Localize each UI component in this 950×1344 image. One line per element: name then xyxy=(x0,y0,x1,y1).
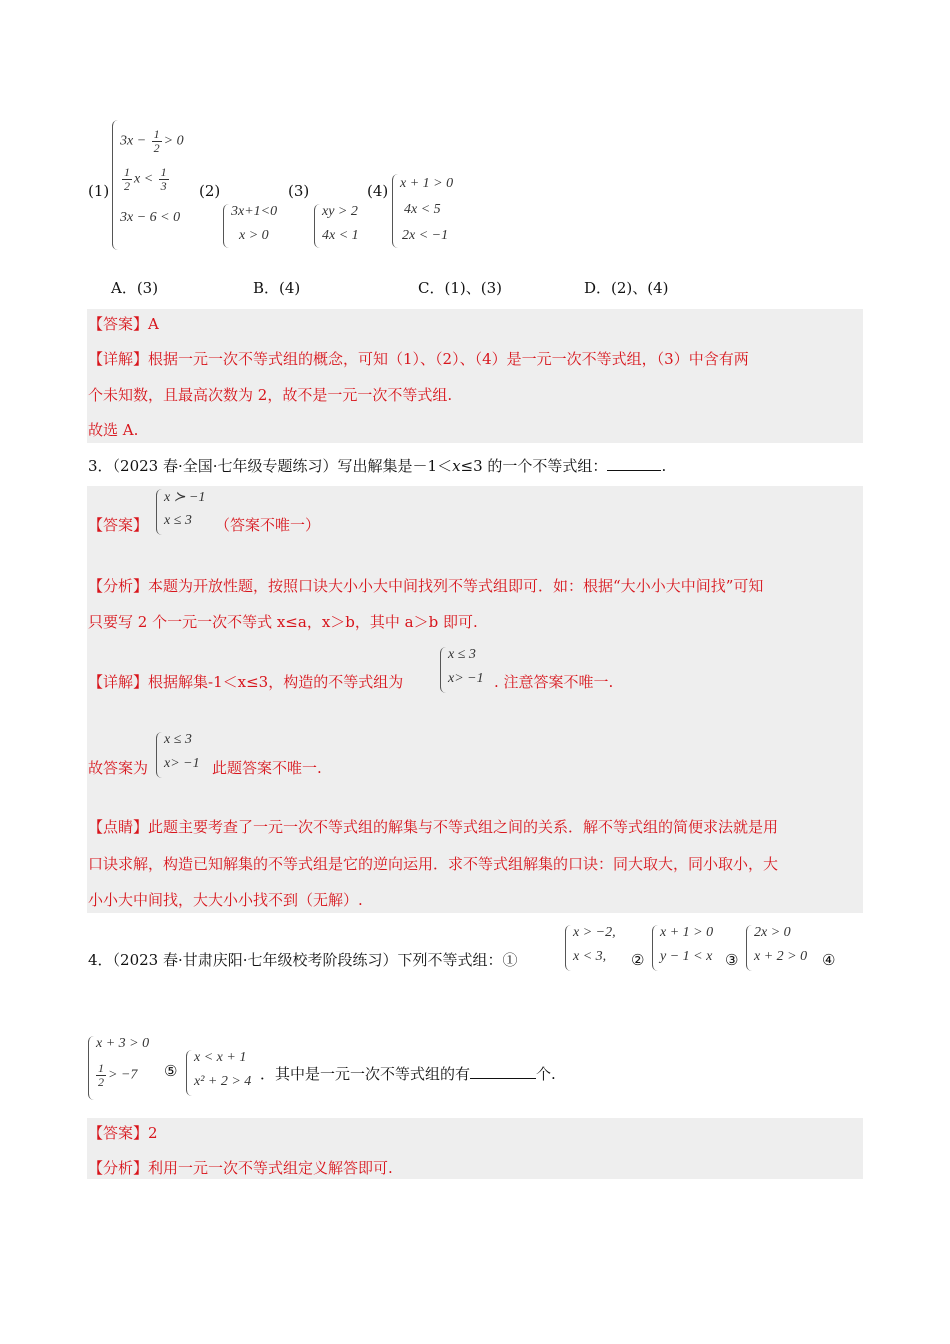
q4-answer-line: 【答案】2 xyxy=(88,1124,158,1142)
system-label-1: (1) xyxy=(88,182,110,200)
q3-comment-line-3: 小小大中间找，大大小小找不到（无解）. xyxy=(88,891,363,909)
q3-detail: 【详解】根据解集-1＜x≤3，构造的不等式组为 xyxy=(88,673,404,691)
q3-analysis-line-1: 【分析】本题为开放性题，按照口诀大小小大中间找列不等式组即可．如：根据“大小小大中间找”可知 xyxy=(88,577,764,595)
q3-blank xyxy=(607,456,661,471)
q4-mark-2: ② xyxy=(631,951,645,969)
q2-conclusion: 故选 A. xyxy=(88,421,139,439)
q4-mark-3: ③ xyxy=(725,951,739,969)
q2-detail-line-1: 【详解】根据一元一次不等式组的概念，可知（1）、（2）、（4）是一元一次不等式组，（3）中含有两 xyxy=(88,350,749,368)
option-c: C．(1)、(3) xyxy=(418,279,502,297)
document-page: (1) 3x − $\frac{1}{2}$ > 0 $\frac{1}{2}$ x < $\frac{1}{3}$ 3x − 6 < 0 (2) 3x+1<0 x > 0 (3) xy > 2 4x < 1 (4) x + 1 > 0 4x < 5 2x < −1 A．(3) B．(4) C．(1)、(3) D．(2)、(4) 【答案】A 【详解】根据一元一次不等式组的概念，可知（1）、（2）、（4）是一元一次不等式组，（3）中含有两 个未知数，且最高次数为 2，故不是一元一次不等式组. 故选 A. 3．（2023 春·全国·七年级专题练习）写出解集是－1＜x≤3 的一个不等式组： . 【答案】 x ≻ −1 x ≤ 3 （答案不唯一） 【分析】本题为开放性题，按照口诀大小小大中间找列不等式组即可．如：根据“大小小大中间找”可知 只要写 2 个一元一次不等式 x≤a，x＞b，其中 a＞b 即可. 【详解】根据解集-1＜x≤3，构造的不等式组为 x ≤ 3 x> −1 . 注意答案不唯一. 故答案为 x ≤ 3 x> −1 此题答案不唯一. 【点睛】此题主要考查了一元一次不等式组的解集与不等式组之间的关系．解不等式组的简便求法就是用 口诀求解，构造已知解集的不等式组是它的逆向运用．求不等式组解集的口诀：同大取大，同小取小，大 小小大中间找，大大小小找不到（无解）. 4．（2023 春·甘肃庆阳·七年级校考阶段练习）下列不等式组：① x > −2, x < 3, ② x + 1 > 0 y − 1 < x ③ 2x > 0 x + 2 > 0 ④ x + 3 > 0 $\frac{1}{2}$ > −7 ⑤ x < x + 1 x² + 2 > 4 ．其中是一元一次不等式组的有 个. 【答案】2 【分析】利用一元一次不等式组定义解答即可. xyxy=(0,0,950,1344)
q3-final-end: 此题答案不唯一. xyxy=(212,759,322,777)
system-label-3: (3) xyxy=(288,182,310,200)
q3-answer-note: （答案不唯一） xyxy=(215,516,321,534)
q4-stem: 4．（2023 春·甘肃庆阳·七年级校考阶段练习）下列不等式组：① xyxy=(88,951,518,969)
q3-detail-end: . 注意答案不唯一. xyxy=(494,673,614,691)
q3-analysis-line-2: 只要写 2 个一元一次不等式 x≤a，x＞b，其中 a＞b 即可. xyxy=(88,613,478,631)
system-label-4: (4) xyxy=(367,182,389,200)
q4-mark-5: ⑤ xyxy=(164,1062,178,1080)
q3-comment-line-2: 口诀求解，构造已知解集的不等式组是它的逆向运用．求不等式组解集的口诀：同大取大，同小取小，大 xyxy=(88,855,779,873)
q3-answer-block xyxy=(87,486,863,913)
q2-answer-line: 【答案】A xyxy=(88,315,159,333)
q4-blank xyxy=(470,1064,536,1079)
system-label-2: (2) xyxy=(199,182,221,200)
q3-final-prefix: 故答案为 xyxy=(88,759,149,777)
option-d: D．(2)、(4) xyxy=(584,279,669,297)
q2-answer-block xyxy=(87,309,863,443)
option-b: B．(4) xyxy=(253,279,301,297)
option-a: A．(3) xyxy=(111,279,159,297)
q2-detail-line-2: 个未知数，且最高次数为 2，故不是一元一次不等式组. xyxy=(88,386,453,404)
q4-stem-end: ．其中是一元一次不等式组的有 个. xyxy=(260,1065,556,1083)
q3-comment-line-1: 【点睛】此题主要考查了一元一次不等式组的解集与不等式组之间的关系．解不等式组的简便求法就是用 xyxy=(88,818,779,836)
q4-mark-4: ④ xyxy=(822,951,836,969)
q4-analysis-line: 【分析】利用一元一次不等式组定义解答即可. xyxy=(88,1159,393,1177)
q3-stem: 3．（2023 春·全国·七年级专题练习）写出解集是－1＜x≤3 的一个不等式组： . xyxy=(88,457,667,475)
q3-answer-tag: 【答案】 xyxy=(88,516,149,534)
